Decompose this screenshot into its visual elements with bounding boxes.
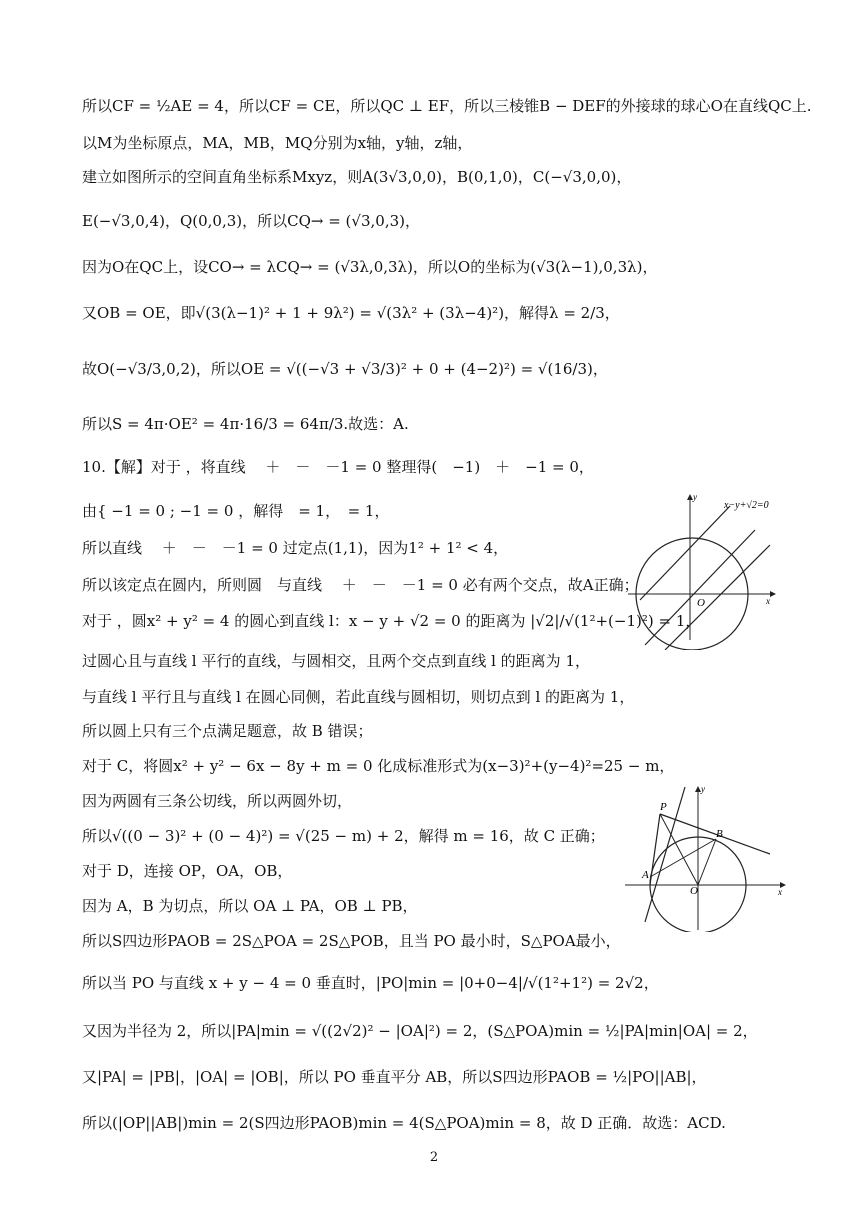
text-line: 对于 ，圆x² + y² = 4 的圆心到直线 l：x − y + √2 = 0 的距离为 |√2|/√(1²+(−1)²) = 1，	[82, 612, 701, 630]
text-line: 又OB = OE，即√(3(λ−1)² + 1 + 9λ²) = √(3λ² + (3λ−4)²)，解得λ = 2/3，	[82, 304, 620, 322]
segment-ob	[698, 839, 716, 885]
axis-x-label: x	[778, 887, 782, 897]
axis-y-label: y	[701, 784, 705, 794]
origin-label: O	[697, 597, 705, 609]
text-line: 故O(−√3/3,0,2)，所以OE = √((−√3 + √3/3)² + 0 + (4−2)²) = √(16/3)，	[82, 360, 608, 378]
text-line: 10.【解】对于 ，将直线 ＋ － －1 = 0 整理得( −1) ＋ −1 = 0，	[82, 458, 594, 476]
text-line: 又|PA| = |PB|，|OA| = |OB|，所以 PO 垂直平分 AB，所以S四边形PAOB = ½|PO||AB|，	[82, 1068, 707, 1086]
point-p-label: P	[660, 801, 667, 813]
text-line: 因为 A，B 为切点，所以 OA ⊥ PA，OB ⊥ PB，	[82, 897, 418, 915]
text-line: 所以(|OP||AB|)min = 2(S四边形PAOB)min = 4(S△POA)min = 8，故 D 正确．故选：ACD.	[82, 1114, 726, 1132]
text-line: 所以CF = ½AE = 4，所以CF = CE，所以QC ⊥ EF，所以三棱锥B − DEF的外接球的球心O在直线QC上.	[82, 97, 812, 115]
tangent-pb	[660, 814, 770, 854]
text-line: 所以圆上只有三个点满足题意，故 B 错误；	[82, 722, 373, 740]
text-line: 因为O在QC上，设CO→ = λCQ→ = (√3λ,0,3λ)，所以O的坐标为(√3(λ−1),0,3λ)，	[82, 258, 658, 276]
text-line: 所以该定点在圆内，所则圆 与直线 ＋ － －1 = 0 必有两个交点，故A正确；	[82, 576, 639, 594]
segment-ab	[650, 839, 716, 877]
point-b-label: B	[716, 828, 723, 840]
text-line: 对于 C，将圆x² + y² − 6x − 8y + m = 0 化成标准形式为(x−3)²+(y−4)²=25 − m，	[82, 757, 675, 775]
axis-y-label: y	[693, 492, 697, 502]
x-axis-arrow	[770, 591, 776, 597]
text-line: 与直线 l 平行且与直线 l 在圆心同侧，若此直线与圆相切，则切点到 l 的距离为 1，	[82, 688, 635, 706]
text-line: 所以√((0 − 3)² + (0 − 4)²) = √(25 − m) + 2，解得 m = 16，故 C 正确；	[82, 827, 605, 845]
text-line: 以M为坐标原点，MA，MB，MQ分别为x轴，y轴，z轴，	[82, 134, 473, 152]
text-line: 对于 D，连接 OP，OA，OB，	[82, 862, 293, 880]
figure-circle-parallel-lines	[620, 490, 780, 650]
page-number: 2	[429, 1150, 439, 1165]
text-line: 又因为半径为 2，所以|PA|min = √((2√2)² − |OA|²) = 2，(S△POA)min = ½|PA|min|OA| = 2，	[82, 1022, 758, 1040]
line-label: x−y+√2=0	[724, 500, 769, 511]
text-line: 所以直线 ＋ － －1 = 0 过定点(1,1)，因为1² + 1² < 4，	[82, 539, 509, 557]
text-line: 所以S四边形PAOB = 2S△POA = 2S△POB，且当 PO 最小时，S△POA最小，	[82, 932, 621, 950]
point-a-label: A	[642, 869, 649, 881]
parallel-line-tangent	[665, 545, 770, 650]
text-line: E(−√3,0,4)，Q(0,0,3)，所以CQ→ = (√3,0,3)，	[82, 212, 420, 230]
text-line: 所以当 PO 与直线 x + y − 4 = 0 垂直时，|PO|min = |0+0−4|/√(1²+1²) = 2√2，	[82, 974, 659, 992]
text-line: 建立如图所示的空间直角坐标系Mxyz，则A(3√3,0,0)，B(0,1,0)，C(−√3,0,0)，	[82, 168, 632, 186]
origin-label: O	[690, 885, 698, 897]
text-line: 过圆心且与直线 l 平行的直线，与圆相交，且两个交点到直线 l 的距离为 1，	[82, 652, 590, 670]
text-line: 所以S = 4π·OE² = 4π·16/3 = 64π/3.故选：A.	[82, 415, 409, 433]
figure-tangents	[620, 782, 795, 932]
text-line: 由{ −1 = 0 ; −1 = 0 ，解得 = 1， = 1，	[82, 502, 390, 520]
text-line: 因为两圆有三条公切线，所以两圆外切，	[82, 792, 353, 810]
axis-x-label: x	[766, 596, 770, 606]
